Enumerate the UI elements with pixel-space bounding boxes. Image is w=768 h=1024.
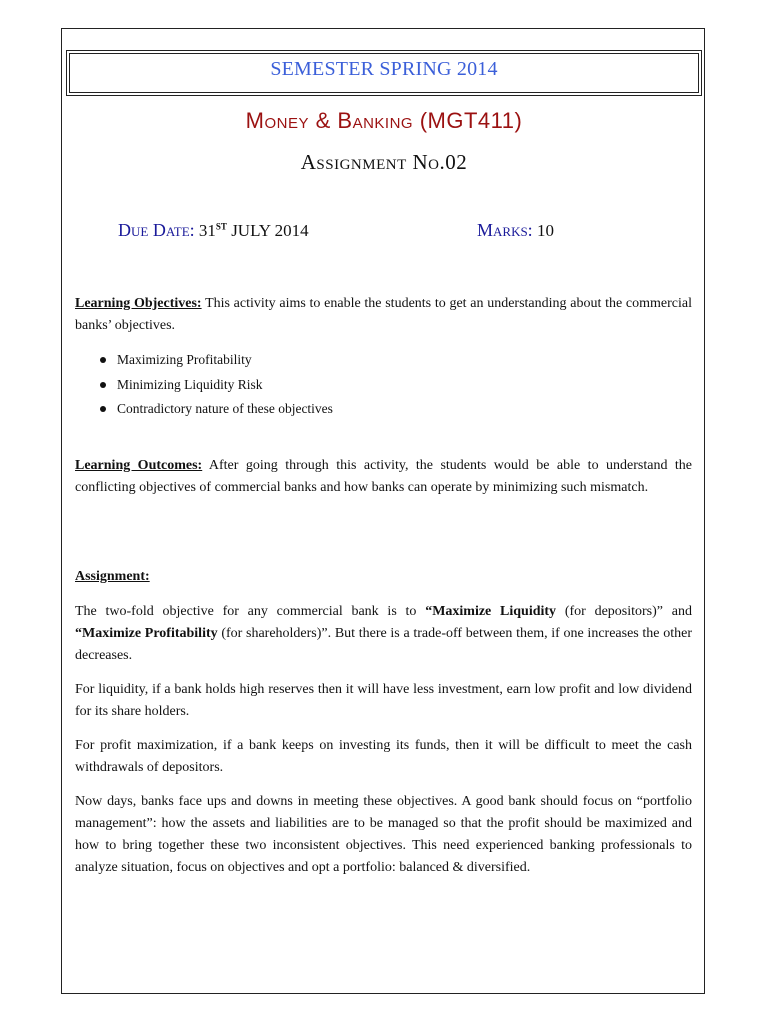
maximize-profitability: “Maximize Profitability <box>75 626 218 641</box>
assignment-p1-text-2: (for depositors)” and <box>556 604 692 619</box>
due-date-day: 31 <box>198 221 216 240</box>
objectives-paragraph <box>75 293 692 337</box>
assignment-paragraph-1 <box>75 601 692 667</box>
course-title: Money & Banking (MGT411) <box>245 108 523 133</box>
assignment-heading-line <box>75 566 692 588</box>
assignment-p1-text: The two-fold objective for any commercial bank is to <box>75 604 426 619</box>
marks <box>477 220 554 241</box>
due-date <box>118 220 309 241</box>
objectives-heading: Learning Objectives: <box>75 296 202 311</box>
due-date-month-year: JULY 2014 <box>231 221 309 240</box>
assignment-heading: Assignment: <box>75 569 150 584</box>
objectives-list <box>97 349 333 423</box>
list-item: Minimizing Liquidity Risk <box>97 374 333 399</box>
outcomes-text: After going through this activity, the students would be able to understand the conflicting objectives of commercial banks and how banks can operate by minimizing such mismatch. <box>75 458 692 495</box>
outcomes-heading: Learning Outcomes: <box>75 458 203 473</box>
objectives-text: This activity aims to enable the students to get an understanding about the commercial banks’ objectives. <box>75 296 692 333</box>
assignment-paragraph-4: Now days, banks face ups and downs in meeting these objectives. A good bank should focus on “portfolio management”: how the assets and liabilities are to be managed so that the profit should be maximized and how to bring together these two inconsistent objectives. This need experienced banking professionals to analyze situation, focus on objectives and opt a portfolio: balanced & diversified. <box>75 794 692 875</box>
due-date-suffix: ST <box>215 221 227 232</box>
assignment-title: Assignment No.02 <box>300 150 468 174</box>
marks-label: Marks: <box>477 220 533 240</box>
assignment-paragraph-3: For profit maximization, if a bank keeps on investing its funds, then it will be difficult to meet the cash withdrawals of depositors. <box>75 738 692 775</box>
due-date-label: Due Date: <box>118 220 195 240</box>
list-item: Maximizing Profitability <box>97 349 333 374</box>
list-item: Contradictory nature of these objectives <box>97 398 333 423</box>
marks-value: 10 <box>536 221 554 240</box>
assignment-paragraph-2: For liquidity, if a bank holds high reserves then it will have less investment, earn low profit and low dividend for its share holders. <box>75 682 692 719</box>
semester-title: SEMESTER SPRING 2014 <box>270 58 498 80</box>
assignment-p1-text-3: (for shareholders)”. But there is a trade-off between them, if one increases the other decreases. <box>75 626 692 663</box>
maximize-liquidity: “Maximize Liquidity <box>425 604 557 619</box>
outcomes-paragraph <box>75 455 692 499</box>
